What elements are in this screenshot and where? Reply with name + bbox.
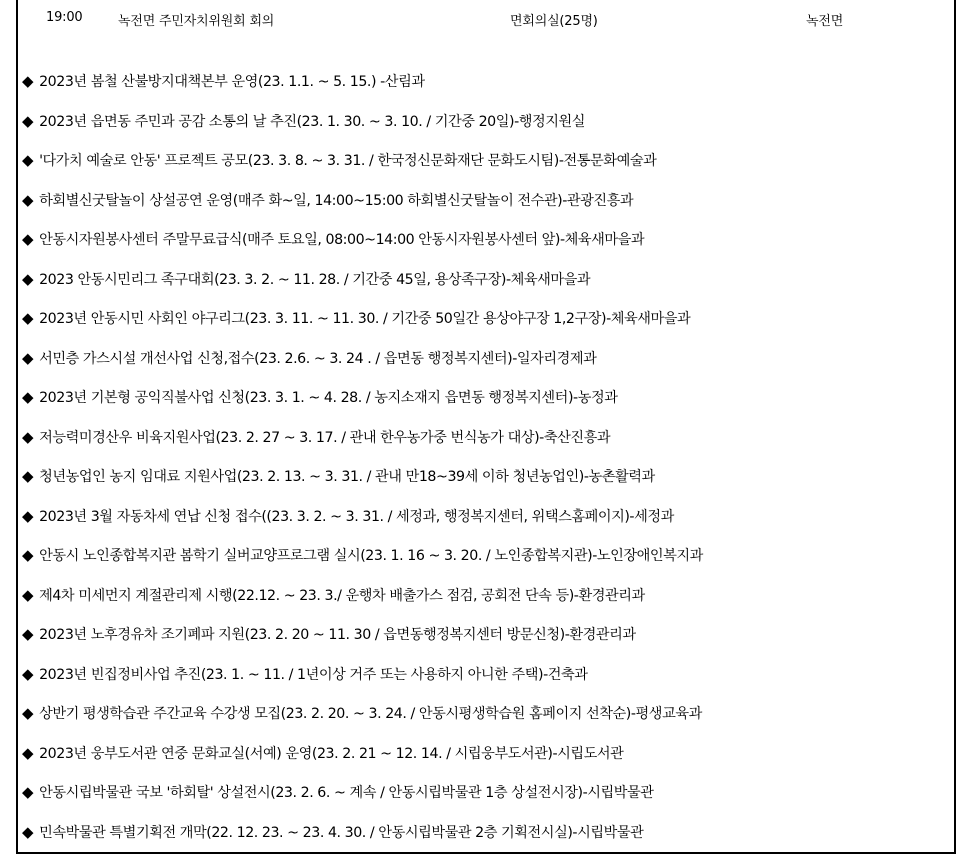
diamond-bullet-icon: ◆ xyxy=(22,664,34,683)
notice-text: 2023년 웅부도서관 연중 문화교실(서예) 운영(23. 2. 21 ~ 12. 14. / 시립웅부도서관)-시립도서관 xyxy=(39,745,624,762)
notice-item xyxy=(22,299,952,339)
schedule-title: 녹전면 주민자치위원회 회의 xyxy=(118,14,275,29)
diamond-bullet-icon: ◆ xyxy=(22,309,34,327)
notice-text: 제4차 미세먼지 계절관리제 시행(22.12. ~ 23. 3./ 운행차 배출가스 점검, 공회전 단속 등)-환경관리과 xyxy=(39,587,645,604)
schedule-row xyxy=(18,0,958,38)
notice-text: 2023년 기본형 공익직불사업 신청(23. 3. 1. ~ 4. 28. / 농지소재지 읍면동 행정복지센터)-농정과 xyxy=(39,390,618,406)
diamond-bullet-icon: ◆ xyxy=(22,348,34,367)
diamond-bullet-icon: ◆ xyxy=(22,151,34,169)
notice-text: 하회별신굿탈놀이 상설공연 운영(매주 화~일, 14:00~15:00 하회별신굿탈놀이 전수관)-관광진흥과 xyxy=(39,192,634,209)
notice-text: 안동시립박물관 국보 '하회탈' 상설전시(23. 2. 6. ~ 계속 / 안동시립박물관 1층 상설전시장)-시립박물관 xyxy=(39,785,654,801)
notice-text: 2023 안동시민리그 족구대회(23. 3. 2. ~ 11. 28. / 기간중 45일, 용상족구장)-체육새마을과 xyxy=(39,271,591,288)
diamond-bullet-icon: ◆ xyxy=(22,467,34,485)
notice-item xyxy=(22,694,952,734)
notice-text: 저능력미경산우 비육지원사업(23. 2. 27 ~ 3. 17. / 관내 한우농가중 번식농가 대상)-축산진흥과 xyxy=(39,429,611,446)
notice-item xyxy=(22,339,952,379)
diamond-bullet-icon: ◆ xyxy=(22,743,34,762)
notice-item xyxy=(22,734,952,774)
notice-item xyxy=(22,457,952,497)
notice-item xyxy=(22,62,952,102)
notice-text: 청년농업인 농지 임대료 지원사업(23. 2. 13. ~ 3. 31. / 관내 만18~39세 이하 청년농업인)-농촌활력과 xyxy=(39,469,655,485)
notice-text: 2023년 읍면동 주민과 공감 소통의 날 추진(23. 1. 30. ~ 3. 10. / 기간중 20일)-행정지원실 xyxy=(39,113,586,130)
notice-item xyxy=(22,141,952,181)
notice-item xyxy=(22,181,952,221)
notice-item xyxy=(22,813,952,853)
schedule-place: 면회의실(25명) xyxy=(510,14,598,29)
notice-text: '다가치 예술로 안동' 프로젝트 공모(23. 3. 8. ~ 3. 31. / 한국정신문화재단 문화도시팀)-전통문화예술과 xyxy=(39,153,657,169)
diamond-bullet-icon: ◆ xyxy=(22,704,34,722)
notice-text: 서민층 가스시설 개선사업 신청,접수(23. 2.6. ~ 3. 24 . / 읍면동 행정복지센터)-일자리경제과 xyxy=(39,350,597,367)
diamond-bullet-icon: ◆ xyxy=(22,190,34,209)
notice-text: 2023년 노후경유차 조기폐파 지원(23. 2. 20 ~ 11. 30 / 읍면동행정복지센터 방문신청)-환경관리과 xyxy=(39,627,636,643)
notice-item xyxy=(22,418,952,458)
notice-text: 2023년 빈집정비사업 추진(23. 1. ~ 11. / 1년이상 거주 또는 사용하지 아니한 주택)-건축과 xyxy=(39,666,588,683)
notice-list xyxy=(22,62,952,852)
notice-item xyxy=(22,576,952,616)
notice-text: 안동시 노인종합복지관 봄학기 실버교양프로그램 실시(23. 1. 16 ~ 3. 20. / 노인종합복지관)-노인장애인복지과 xyxy=(39,548,703,564)
diamond-bullet-icon: ◆ xyxy=(22,822,34,841)
diamond-bullet-icon: ◆ xyxy=(22,625,34,643)
diamond-bullet-icon: ◆ xyxy=(22,111,34,130)
notice-item xyxy=(22,536,952,576)
notice-item xyxy=(22,773,952,813)
notice-text: 2023년 3월 자동차세 연납 신청 접수((23. 3. 2. ~ 3. 31. / 세정과, 행정복지센터, 위택스홈페이지)-세정과 xyxy=(39,508,674,525)
notice-item xyxy=(22,378,952,418)
diamond-bullet-icon: ◆ xyxy=(22,230,34,248)
notice-item xyxy=(22,220,952,260)
notice-item xyxy=(22,102,952,142)
notice-item xyxy=(22,655,952,695)
diamond-bullet-icon: ◆ xyxy=(22,783,34,801)
notice-text: 민속박물관 특별기획전 개막(22. 12. 23. ~ 23. 4. 30. / 안동시립박물관 2층 기획전시실)-시립박물관 xyxy=(39,824,644,841)
diamond-bullet-icon: ◆ xyxy=(22,72,34,90)
diamond-bullet-icon: ◆ xyxy=(22,388,34,406)
notice-text: 2023년 봄철 산불방지대책본부 운영(23. 1.1. ~ 5. 15.) -산림과 xyxy=(39,74,425,90)
schedule-time: 19:00 xyxy=(46,10,83,25)
diamond-bullet-icon: ◆ xyxy=(22,585,34,604)
diamond-bullet-icon: ◆ xyxy=(22,427,34,446)
schedule-org: 녹전면 xyxy=(806,14,844,29)
notice-item xyxy=(22,260,952,300)
diamond-bullet-icon: ◆ xyxy=(22,269,34,288)
notice-item xyxy=(22,615,952,655)
notice-text: 상반기 평생학습관 주간교육 수강생 모집(23. 2. 20. ~ 3. 24. / 안동시평생학습원 홈페이지 선착순)-평생교육과 xyxy=(39,706,702,722)
diamond-bullet-icon: ◆ xyxy=(22,546,34,564)
notice-item xyxy=(22,497,952,537)
notice-text: 안동시자원봉사센터 주말무료급식(매주 토요일, 08:00~14:00 안동시자원봉사센터 앞)-체육새마을과 xyxy=(39,232,645,248)
notice-frame xyxy=(16,0,956,854)
notice-text: 2023년 안동시민 사회인 야구리그(23. 3. 11. ~ 11. 30. / 기간중 50일간 용상야구장 1,2구장)-체육새마을과 xyxy=(39,311,691,327)
diamond-bullet-icon: ◆ xyxy=(22,506,34,525)
